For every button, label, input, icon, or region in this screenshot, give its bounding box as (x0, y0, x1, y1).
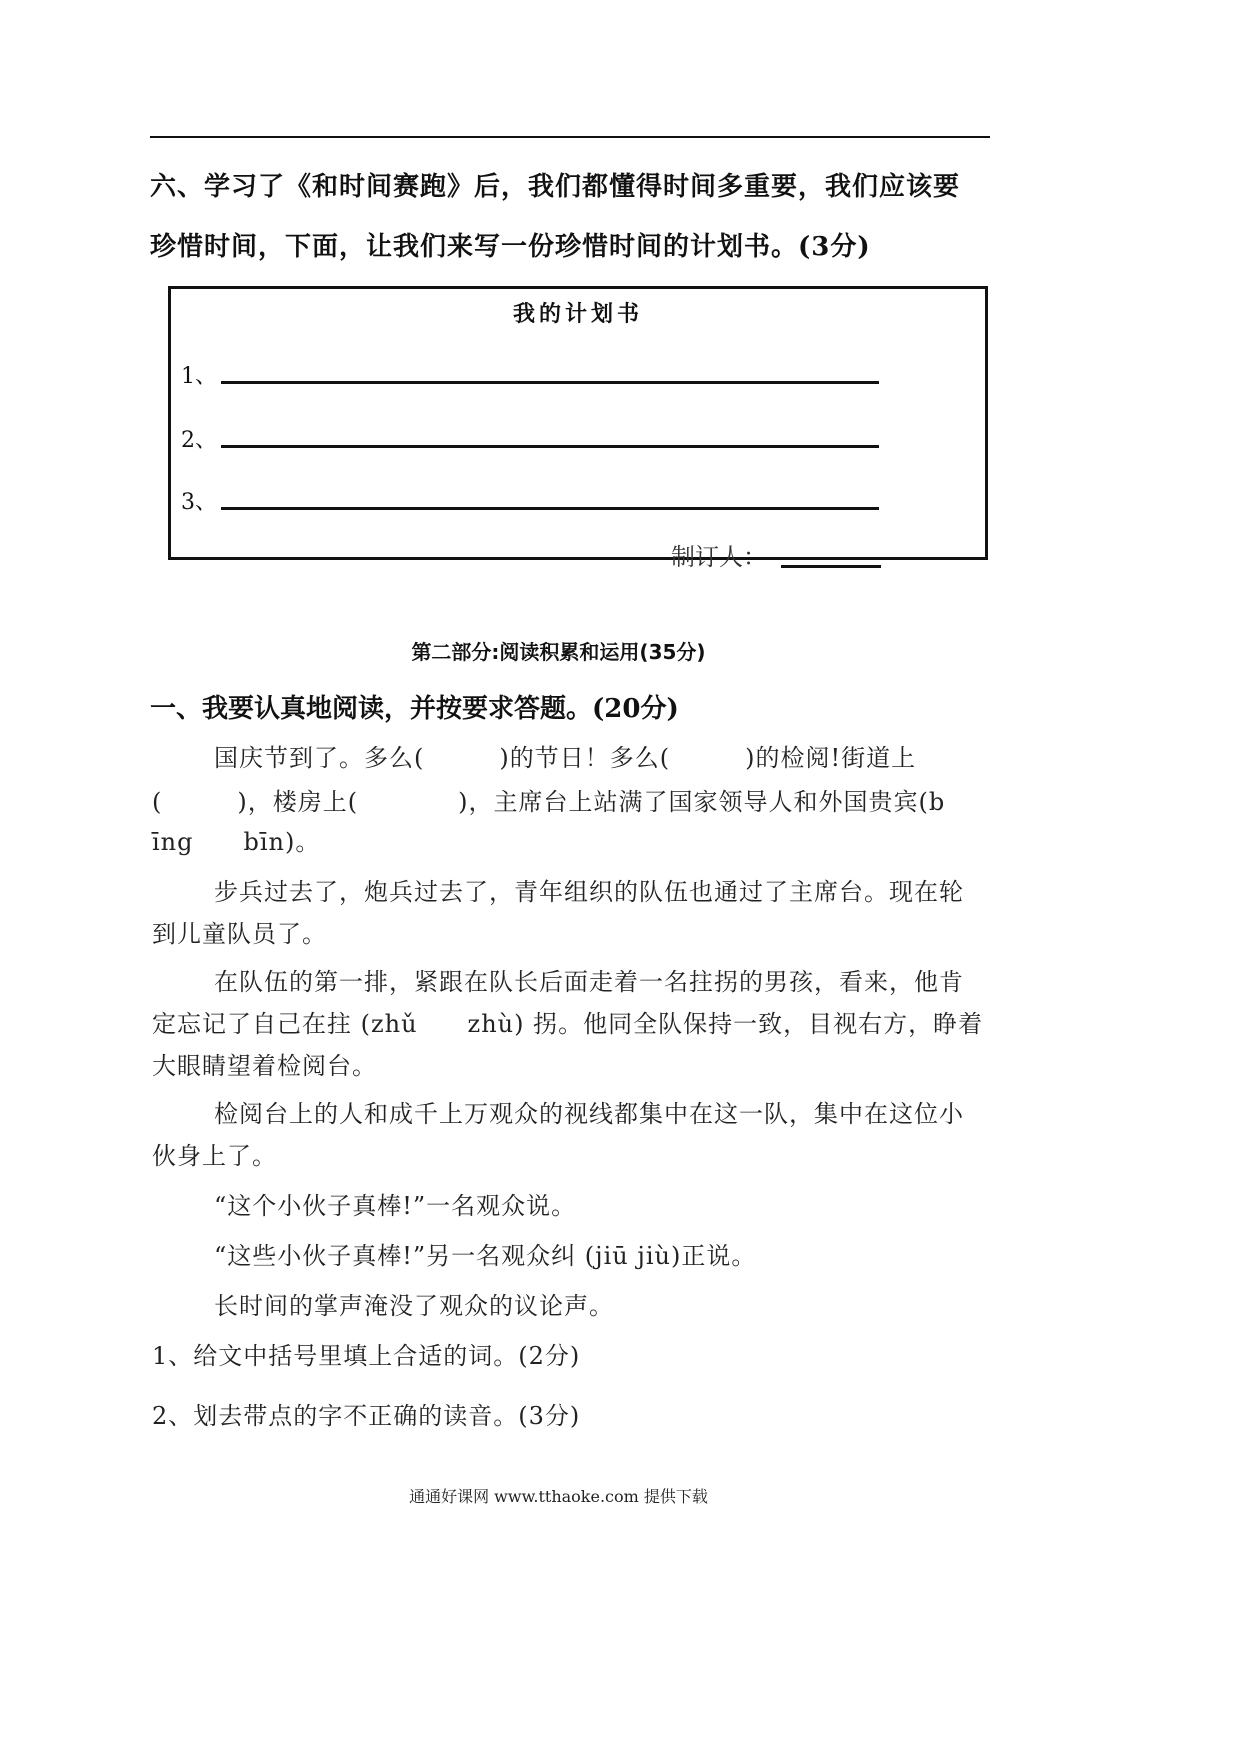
passage-line: 到儿童队员了。 (152, 920, 327, 948)
passage-line: 国庆节到了。多么( )的节日！多么( )的检阅!街道上 (214, 744, 917, 772)
question-6-line-2: 珍惜时间，下面，让我们来写一份珍惜时间的计划书。(3分) (150, 232, 871, 262)
footer-credit: 通通好课网 www.tthaoke.com 提供下载 (409, 1487, 708, 1506)
plan-item-number-3: 3、 (181, 490, 217, 515)
passage-line: īng bīn)。 (152, 828, 321, 856)
plan-item-number-2: 2、 (181, 428, 217, 453)
plan-item-number-1: 1、 (181, 364, 217, 389)
plan-title: 我的计划书 (512, 301, 643, 327)
top-rule (150, 136, 990, 138)
question-6-line-1: 六、学习了《和时间赛跑》后，我们都懂得时间多重要，我们应该要 (150, 172, 961, 202)
plan-answer-line-1[interactable] (221, 381, 879, 384)
question-2: 2、划去带点的字不正确的读音。(3分) (152, 1402, 581, 1430)
section-1-title: 一、我要认真地阅读，并按要求答题。(20分) (150, 694, 679, 724)
passage-line: 长时间的掌声淹没了观众的议论声。 (214, 1292, 614, 1320)
passage-line: 大眼睛望着检阅台。 (152, 1052, 377, 1080)
passage-line: 定忘记了自己在拄 (zhǔ zhù) 拐。他同全队保持一致，目视右方，睁着 (152, 1010, 984, 1038)
passage-line: 在队伍的第一排，紧跟在队长后面走着一名拄拐的男孩，看来，他肯 (214, 968, 964, 996)
passage-line: 伙身上了。 (152, 1142, 277, 1170)
passage-line: “这些小伙子真棒!”另一名观众纠 (jiū jiù)正说。 (214, 1242, 757, 1270)
plan-maker-line[interactable] (781, 565, 881, 568)
plan-answer-line-2[interactable] (221, 445, 879, 448)
plan-box (168, 286, 988, 571)
plan-maker-label: 制订人： (671, 543, 767, 571)
passage-line: “这个小伙子真棒!”一名观众说。 (214, 1192, 577, 1220)
passage-line: 步兵过去了，炮兵过去了，青年组织的队伍也通过了主席台。现在轮 (214, 878, 964, 906)
plan-answer-line-3[interactable] (221, 507, 879, 510)
passage-line: ( )，楼房上( )，主席台上站满了国家领导人和外国贵宾(b (152, 788, 946, 816)
passage-line: 检阅台上的人和成千上万观众的视线都集中在这一队，集中在这位小 (214, 1100, 964, 1128)
part-2-title: 第二部分:阅读积累和运用(35分) (411, 640, 706, 664)
question-1: 1、给文中括号里填上合适的词。(2分) (152, 1342, 581, 1370)
